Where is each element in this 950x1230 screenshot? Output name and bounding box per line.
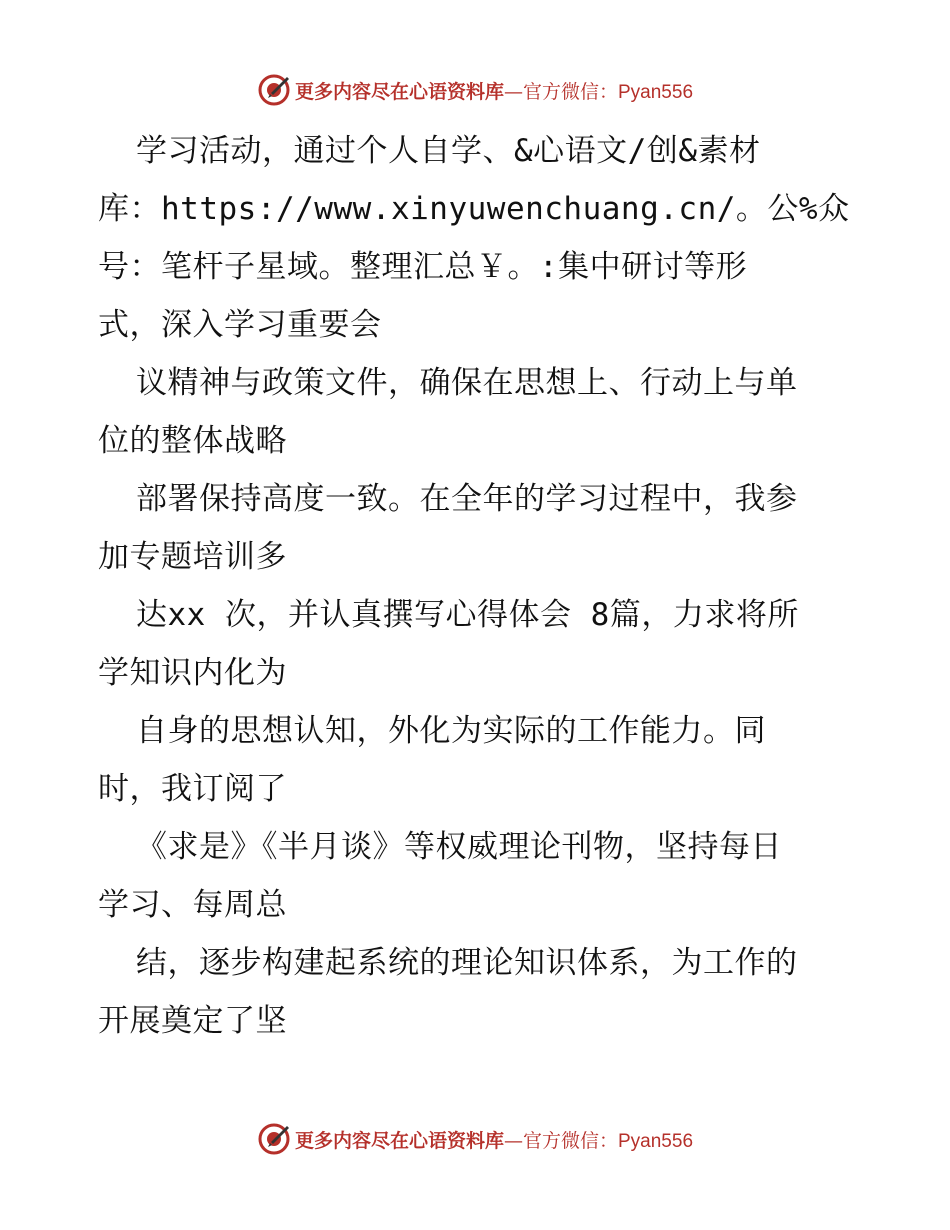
text-line: 号：笔杆子星域。整理汇总￥。:集中研讨等形 — [98, 249, 748, 285]
text-line: 时，我订阅了 — [98, 771, 287, 807]
text-line: 部署保持高度一致。在全年的学习过程中，我参 — [136, 481, 798, 517]
document-body — [98, 122, 878, 1050]
text-line: 学习活动，通过个人自学、&心语文/创&素材 — [136, 133, 761, 169]
text-line: 位的整体战略 — [98, 423, 287, 459]
text-line: 《求是》《半月谈》等权威理论刊物，坚持每日 — [136, 829, 782, 865]
text-line: 自身的思想认知，外化为实际的工作能力。同 — [136, 713, 766, 749]
header-wechat-id: Pyan556 — [618, 81, 694, 103]
pen-logo-icon — [257, 73, 291, 107]
paragraph-lines — [98, 122, 878, 1050]
footer-brand-text: 更多内容尽在心语资料库 — [294, 1129, 504, 1152]
text-line: 议精神与政策文件，确保在思想上、行动上与单 — [136, 365, 798, 401]
footer-wechat-id: Pyan556 — [618, 1130, 694, 1152]
footer-wechat-label: —官方微信： — [503, 1129, 618, 1152]
header-wechat-label: —官方微信： — [503, 80, 618, 103]
footer-banner-text — [295, 1126, 693, 1153]
header-banner-inner — [257, 73, 693, 107]
text-line: 式，深入学习重要会 — [98, 307, 382, 343]
text-line: 结，逐步构建起系统的理论知识体系，为工作的 — [136, 945, 798, 981]
text-line: 加专题培训多 — [98, 539, 287, 575]
text-line: 开展奠定了坚 — [98, 1003, 287, 1039]
text-line: 学知识内化为 — [98, 655, 287, 691]
footer-banner-inner — [257, 1122, 693, 1156]
footer-banner — [0, 1119, 950, 1159]
text-line: 达xx 次，并认真撰写心得体会 8篇，力求将所 — [136, 597, 799, 633]
text-line: 库：https://www.xinyuwenchuang.cn/。公%众 — [98, 191, 850, 227]
pen-logo-icon — [257, 1122, 291, 1156]
header-brand-text: 更多内容尽在心语资料库 — [294, 80, 504, 103]
text-line: 学习、每周总 — [98, 887, 287, 923]
header-banner — [0, 70, 950, 110]
header-banner-text — [295, 77, 693, 104]
